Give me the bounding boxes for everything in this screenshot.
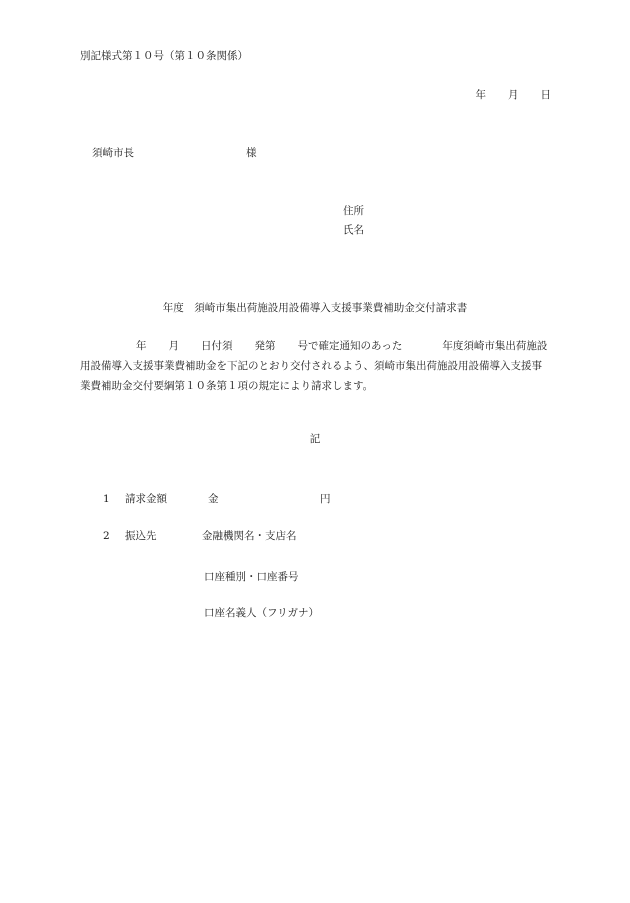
item1-kin: 金: [208, 493, 219, 505]
item-request-amount: [103, 493, 331, 506]
item1-yen: 円: [320, 493, 331, 505]
body-year: 年: [136, 340, 147, 352]
date-month-label: 月: [508, 89, 519, 101]
body-month: 月: [168, 340, 179, 352]
applicant-address-label: 住所: [343, 205, 364, 217]
addressee-honorific: 様: [246, 147, 257, 159]
item1-number: 1: [103, 493, 110, 505]
item1-label: 請求金額: [125, 493, 167, 505]
item2-account-holder: 口座名義人（フリガナ）: [204, 607, 319, 619]
addressee-name: 須崎市長: [92, 147, 134, 159]
body-issue: 発第: [254, 340, 276, 352]
item2-label: 振込先: [125, 530, 157, 542]
request-body-text: [80, 336, 552, 396]
body-day-ref: 日付須: [201, 340, 233, 352]
form-number-label: 別記様式第１０号（第１０条関係）: [80, 50, 248, 62]
body-number-text: 号で確定通知のあった: [297, 340, 403, 352]
item2-account-type-number: 口座種別・口座番号: [204, 571, 299, 583]
item2-bank-branch: 金融機関名・支店名: [202, 530, 297, 542]
ki-heading: 記: [309, 433, 321, 445]
date-year-label: 年: [475, 89, 486, 101]
body-rest: 年度須崎市集出荷施設用設備導入支援事業費補助金を下記のとおり交付されるよう、須崎市集出荷施設用設備導入支援事業費補助金交付要綱第１０条第１項の規定により請求します。: [80, 340, 548, 392]
date-day-label: 日: [540, 89, 551, 101]
addressee-line: [92, 147, 257, 160]
date-line: [476, 89, 552, 102]
item2-number: 2: [103, 530, 110, 542]
applicant-name-label: 氏名: [343, 224, 364, 236]
item-transfer-destination: [103, 530, 297, 543]
document-title: 年度 須崎市集出荷施設用設備導入支援事業費補助金交付請求書: [162, 302, 468, 314]
